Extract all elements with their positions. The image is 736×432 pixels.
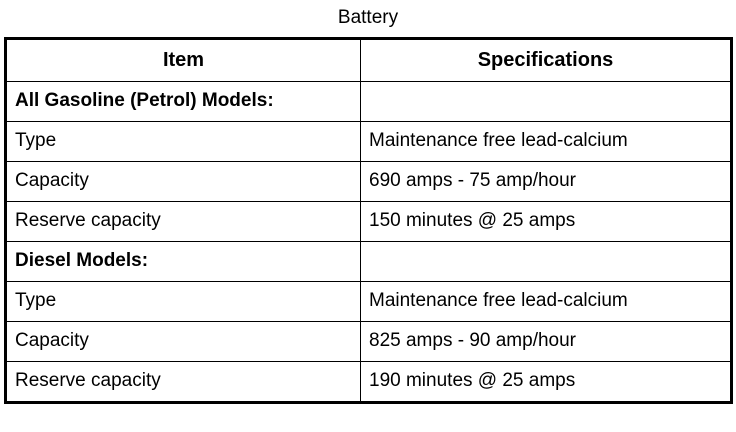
row-specification-value [361,242,732,282]
row-item-label: Type [6,122,361,162]
table-row [6,362,732,403]
row-item-label: Reserve capacity [6,362,361,403]
row-specification-value: Maintenance free lead-calcium [361,122,732,162]
row-specification-value: Maintenance free lead-calcium [361,282,732,322]
row-item-label: Capacity [6,162,361,202]
row-item-label: Reserve capacity [6,202,361,242]
row-item-label: Type [6,282,361,322]
table-container [0,37,736,404]
table-row [6,282,732,322]
row-specification-value: 150 minutes @ 25 amps [361,202,732,242]
table-row [6,162,732,202]
table-header [6,39,732,82]
row-specification-value [361,82,732,122]
column-header-specifications: Specifications [361,39,732,82]
table-row [6,242,732,282]
row-item-label: Capacity [6,322,361,362]
row-specification-value: 690 amps - 75 amp/hour [361,162,732,202]
battery-specifications-table [4,37,733,404]
table-header-row [6,39,732,82]
row-specification-value: 190 minutes @ 25 amps [361,362,732,403]
page-title: Battery [337,7,399,28]
row-group-label: All Gasoline (Petrol) Models: [6,82,361,122]
table-row [6,82,732,122]
table-row [6,322,732,362]
table-row [6,202,732,242]
column-header-item: Item [6,39,361,82]
row-group-label: Diesel Models: [6,242,361,282]
table-body [6,82,732,403]
table-row [6,122,732,162]
row-specification-value: 825 amps - 90 amp/hour [361,322,732,362]
